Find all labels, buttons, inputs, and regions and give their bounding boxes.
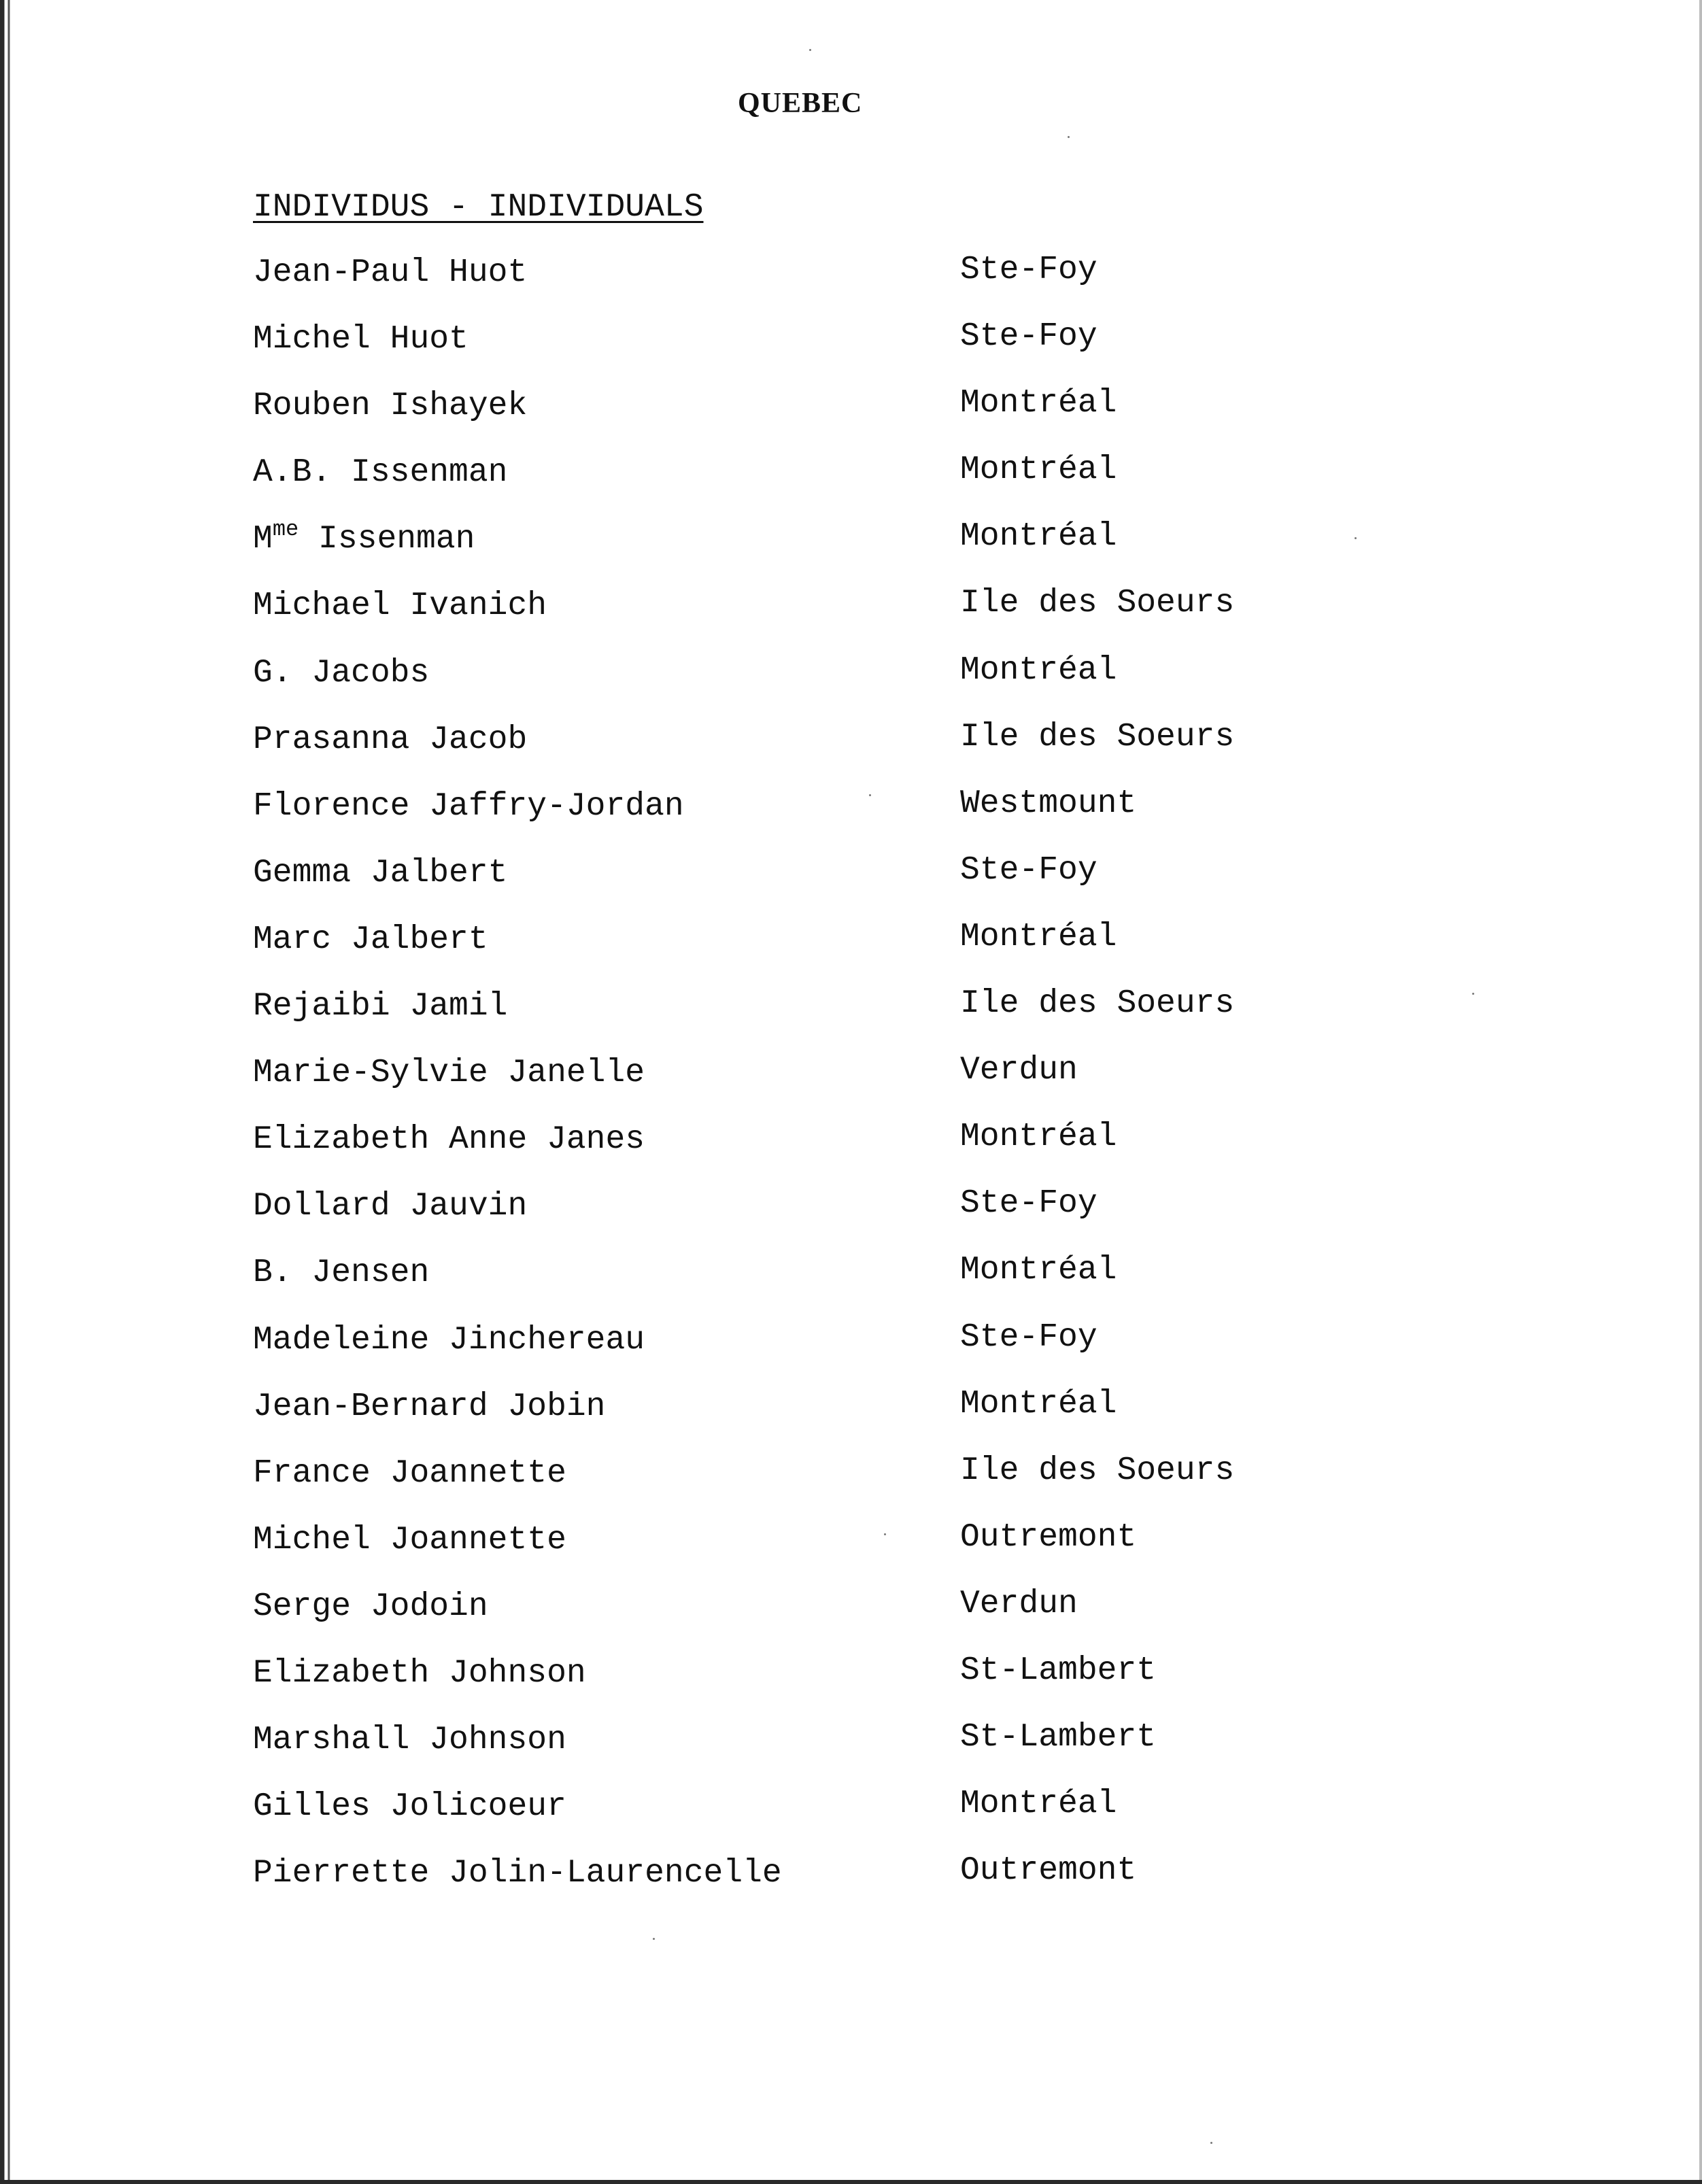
person-city: Ile des Soeurs: [960, 718, 1235, 755]
list-item: [253, 587, 1341, 654]
list-item: [253, 1121, 1341, 1188]
person-name: Marshall Johnson: [253, 1722, 566, 1759]
scan-left-border: [0, 0, 15, 2184]
individuals-list: [253, 254, 1341, 1922]
list-item: [253, 1719, 1341, 1788]
person-city: Ste-Foy: [960, 318, 1097, 356]
person-city: Ile des Soeurs: [960, 585, 1235, 622]
person-city: Ste-Foy: [960, 1318, 1097, 1356]
person-city: Montréal: [960, 385, 1117, 422]
person-name: Marie-Sylvie Janelle: [253, 1055, 645, 1092]
person-city: Ste-Foy: [960, 252, 1097, 288]
section-heading: INDIVIDUS - INDIVIDUALS: [253, 189, 704, 226]
list-item: [253, 1385, 1341, 1455]
page-title: QUEBEC: [738, 88, 863, 119]
person-name: Serge Jodoin: [253, 1588, 488, 1625]
person-name: Dollard Jauvin: [253, 1188, 528, 1225]
person-city: Montréal: [960, 651, 1117, 689]
person-city: Montréal: [960, 1385, 1117, 1422]
person-name: France Joannette: [253, 1454, 566, 1492]
scan-speck: [869, 794, 871, 796]
person-name: Prasanna Jacob: [253, 721, 528, 758]
person-city: Montréal: [960, 918, 1117, 955]
list-item: [253, 651, 1341, 721]
list-item: [253, 718, 1341, 788]
list-item: [253, 385, 1341, 454]
list-item: [253, 1652, 1341, 1722]
name-rest: Issenman: [299, 521, 475, 558]
person-city: Montréal: [960, 1252, 1117, 1289]
scan-bottom-border: [0, 2180, 1702, 2184]
person-name: Pierrette Jolin-Laurencelle: [253, 1855, 782, 1892]
person-name: Michel Joannette: [253, 1521, 566, 1558]
person-city: Ste-Foy: [960, 851, 1097, 889]
list-item: [253, 851, 1341, 921]
list-item: [253, 451, 1341, 521]
person-city: Verdun: [960, 1052, 1078, 1089]
person-name: Rouben Ishayek: [253, 388, 528, 425]
scan-speck: [1355, 537, 1357, 539]
person-name: Florence Jaffry-Jordan: [253, 787, 684, 825]
scan-speck: [1472, 993, 1474, 995]
person-city: Outremont: [960, 1852, 1137, 1890]
list-item: [253, 1452, 1341, 1522]
list-item: [253, 254, 1341, 321]
person-city: Westmount: [960, 785, 1137, 822]
person-city: Outremont: [960, 1518, 1137, 1556]
list-item: [253, 1185, 1341, 1255]
scan-speck: [653, 1938, 655, 1940]
list-item: [253, 1852, 1341, 1922]
person-name: Marc Jalbert: [253, 921, 488, 958]
list-item: [253, 1585, 1341, 1655]
person-city: St-Lambert: [960, 1652, 1157, 1689]
list-item: [253, 517, 1341, 587]
person-city: Montréal: [960, 451, 1117, 489]
list-item: [253, 318, 1341, 388]
person-city: Montréal: [960, 1119, 1117, 1156]
person-name: Madeleine Jinchereau: [253, 1321, 645, 1359]
name-prefix: M: [253, 521, 273, 558]
person-name: Elizabeth Johnson: [253, 1654, 586, 1692]
person-name: Jean-Paul Huot: [253, 254, 528, 291]
name-superscript: me: [272, 517, 299, 543]
scan-right-border: [1699, 0, 1702, 2184]
person-city: Ile des Soeurs: [960, 1452, 1235, 1489]
scan-speck: [809, 49, 811, 51]
scan-speck: [1210, 2142, 1212, 2144]
scan-speck: [884, 1533, 886, 1535]
list-item: [253, 1318, 1341, 1388]
list-item: [253, 1518, 1341, 1588]
person-name: [253, 517, 475, 558]
person-name: Jean-Bernard Jobin: [253, 1388, 606, 1425]
list-item: [253, 1252, 1341, 1321]
person-name: B. Jensen: [253, 1255, 430, 1292]
person-name: Michel Huot: [253, 321, 469, 358]
list-item: [253, 985, 1341, 1055]
person-city: Montréal: [960, 1786, 1117, 1823]
scan-speck: [1068, 136, 1070, 138]
person-city: Montréal: [960, 518, 1117, 556]
person-name: Gilles Jolicoeur: [253, 1788, 566, 1826]
person-name: A.B. Issenman: [253, 454, 508, 492]
list-item: [253, 785, 1341, 855]
person-name: Gemma Jalbert: [253, 854, 508, 891]
person-city: Verdun: [960, 1585, 1078, 1622]
list-item: [253, 1788, 1341, 1855]
person-name: G. Jacobs: [253, 654, 430, 692]
person-name: Elizabeth Anne Janes: [253, 1121, 645, 1159]
person-city: St-Lambert: [960, 1719, 1157, 1756]
list-item: [253, 918, 1341, 988]
list-item: [253, 1052, 1341, 1121]
person-name: Michael Ivanich: [253, 587, 547, 625]
person-city: Ile des Soeurs: [960, 985, 1235, 1023]
person-city: Ste-Foy: [960, 1185, 1097, 1223]
person-name: Rejaibi Jamil: [253, 988, 508, 1025]
